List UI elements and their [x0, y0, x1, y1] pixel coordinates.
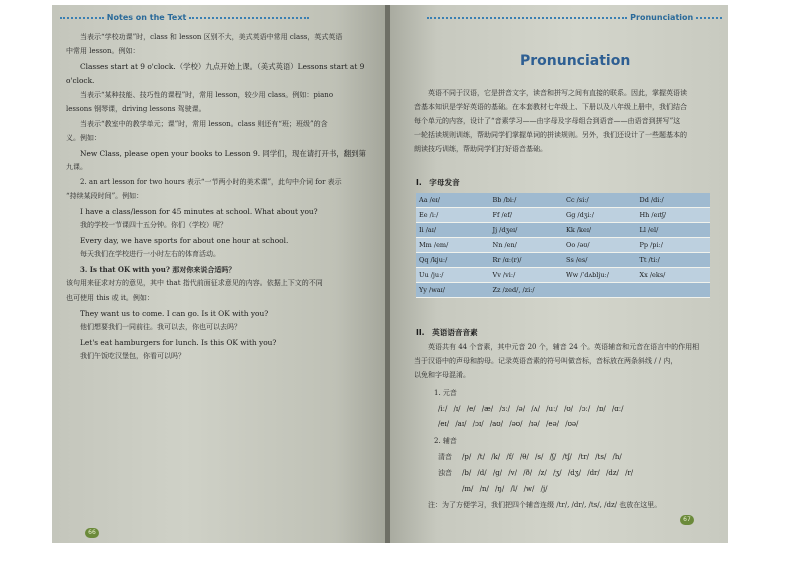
intro-line: 英语不同于汉语，它是拼音文字，读音和拼写之间有直接的联系。因此，掌握英语读: [428, 89, 687, 97]
table-cell: Pp /piː/: [637, 238, 711, 253]
table-cell: Xx /eks/: [637, 268, 711, 283]
page-number: 66: [85, 528, 99, 538]
table-cell: Yy /waɪ/: [416, 283, 490, 298]
table-cell: Tt /tiː/: [637, 253, 711, 268]
text-line: 也可使用 this 或 it。例如：: [66, 294, 154, 302]
text-line: o'clock.: [66, 76, 95, 85]
alphabet-table: [416, 193, 710, 298]
page-title: Pronunciation: [520, 53, 631, 69]
text-line: lessons 钢琴课，driving lessons 驾驶课。: [66, 105, 206, 113]
right-page: [390, 5, 728, 543]
text-line: 义。例如：: [66, 134, 101, 142]
text-line: 我的学校一节课四十五分钟。你们（学校）呢？: [80, 221, 227, 229]
table-cell: Jj /dʒeɪ/: [490, 223, 564, 238]
voiced-label: 浊音: [438, 469, 452, 477]
open-book: [52, 5, 728, 543]
table-cell: Ww /ˈdʌbljuː/: [563, 268, 637, 283]
table-cell: Vv /viː/: [490, 268, 564, 283]
voiceless-label: 清音: [438, 453, 452, 461]
table-row: [416, 223, 710, 238]
table-cell: Ss /es/: [563, 253, 637, 268]
right-running-header: Pronunciation: [427, 13, 722, 27]
section-text-line: 当于汉语中的声母和韵母。记录英语音素的符号叫做音标，音标放在两条斜线 / / 内，: [414, 357, 678, 365]
text-line: 中常用 lesson。例如：: [66, 47, 140, 55]
table-cell: Rr /ɑː(r)/: [490, 253, 564, 268]
table-cell: Ee /iː/: [416, 208, 490, 223]
text-line: 2. an art lesson for two hours 表示“一节两小时的美术课”，此句中介词 for 表示: [80, 178, 342, 186]
table-cell: Hh /eɪtʃ/: [637, 208, 711, 223]
intro-line: 一轮括读规则训练，帮助同学们掌握单词的拼读规则。另外，我们还设计了一些题基本的: [414, 131, 687, 139]
table-cell: Uu /juː/: [416, 268, 490, 283]
voiced-symbols: /m/ /n/ /ŋ/ /l/ /w/ /j/: [462, 485, 548, 493]
vowel-symbols: /eɪ/ /aɪ/ /ɔɪ/ /aʊ/ /əʊ/ /ɪə/ /eə/ /ʊə/: [438, 420, 579, 428]
voiced-symbols: /b/ /d/ /g/ /v/ /ð/ /z/ /ʒ/ /dʒ/ /dr/ /dz/ /r/: [462, 469, 634, 477]
text-line: 该句用来征求对方的意见，其中 that 指代前面征求意见的内容。依据上下文的不同: [66, 279, 323, 287]
text-line: 我们午饭吃汉堡包，你看可以吗？: [80, 352, 185, 360]
section-heading: I. 字母发音: [416, 178, 460, 187]
table-cell: Oo /əʊ/: [563, 238, 637, 253]
voiceless-symbols: /p/ /t/ /k/ /f/ /θ/ /s/ /ʃ/ /tʃ/ /tr/ /ts/ /h/: [462, 453, 622, 461]
text-line: 九课。: [66, 163, 87, 171]
table-cell: [563, 283, 637, 298]
intro-line: 朗读技巧训练，帮助同学们打好语音基础。: [414, 145, 547, 153]
table-cell: Bb /biː/: [490, 193, 564, 208]
table-row: [416, 253, 710, 268]
intro-line: 每个单元的内容，设计了“音素学习——由字母及字母组合到语音——由语音到拼写”这: [414, 117, 681, 125]
left-page: [52, 5, 386, 543]
table-cell: Gg /dʒiː/: [563, 208, 637, 223]
text-line: Every day, we have sports for about one hour at school.: [80, 236, 289, 245]
section-heading: II. 英语语音音素: [416, 328, 478, 337]
text-line: Classes start at 9 o'clock.（学校）九点开始上课。（美式英语）Lessons start at 9: [80, 62, 365, 71]
table-cell: [637, 283, 711, 298]
consonants-label: 2. 辅音: [434, 437, 457, 445]
section-text-line: 英语共有 44 个音素，其中元音 20 个，辅音 24 个。英语辅音和元音在语言中的作用相: [428, 343, 700, 351]
text-line: “持续某段时间”。例如：: [66, 192, 144, 200]
text-line: 当表示“学校功课”时，class 和 lesson 区别不大，美式英语中常用 class，英式英语: [80, 33, 343, 41]
table-cell: Qq /kjuː/: [416, 253, 490, 268]
table-cell: Kk /keɪ/: [563, 223, 637, 238]
table-cell: Cc /siː/: [563, 193, 637, 208]
table-cell: Ff /ef/: [490, 208, 564, 223]
table-cell: Mm /em/: [416, 238, 490, 253]
left-running-header: Notes on the Text: [60, 13, 309, 27]
text-line: 当表示“教室中的教学单元；课”时，常用 lesson。class 则还有“班；班级”的含: [80, 120, 328, 128]
table-row: [416, 193, 710, 208]
vowel-symbols: /iː/ /ɪ/ /e/ /æ/ /ɜː/ /ə/ /ʌ/ /uː/ /ʊ/ /ɔː/ /ɒ/ /ɑː/: [438, 405, 624, 413]
text-line: 他们想要我们一同前往。我可以去，你也可以去吗？: [80, 323, 241, 331]
footnote: 注：为了方便学习，我们把四个辅音连缀 /tr/, /dr/, /ts/, /dz/ 也放在这里。: [428, 501, 662, 509]
table-cell: Zz /zed/, /ziː/: [490, 283, 564, 298]
text-line: They want us to come. I can go. Is it OK with you?: [80, 309, 269, 318]
text-line: 每天我们在学校进行一小时左右的体育活动。: [80, 250, 220, 258]
page-number: 67: [680, 515, 694, 525]
text-line: 3. Is that OK with you? 那对你来说合适吗？: [80, 265, 236, 274]
text-line: New Class, please open your books to Lesson 9. 同学们，现在请打开书，翻到第: [80, 149, 366, 158]
table-cell: Ll /el/: [637, 223, 711, 238]
table-row: [416, 208, 710, 223]
vowels-label: 1. 元音: [434, 389, 457, 397]
table-cell: Dd /diː/: [637, 193, 711, 208]
text-line: I have a class/lesson for 45 minutes at school. What about you?: [80, 207, 318, 216]
table-cell: Aa /eɪ/: [416, 193, 490, 208]
table-cell: Nn /en/: [490, 238, 564, 253]
intro-line: 音基本知识是学好英语的基础。在本套教材七年级上、下册以及八年级上册中，我们结合: [414, 103, 687, 111]
text-line: Let's eat hamburgers for lunch. Is this OK with you?: [80, 338, 277, 347]
table-row: [416, 268, 710, 283]
table-cell: Ii /aɪ/: [416, 223, 490, 238]
table-row: [416, 238, 710, 253]
text-line: 当表示“某种技能、技巧性的课程”时，常用 lesson，较少用 class。例如：piano: [80, 91, 334, 99]
section-text-line: 以免和字母混淆。: [414, 371, 470, 379]
table-row: [416, 283, 710, 298]
